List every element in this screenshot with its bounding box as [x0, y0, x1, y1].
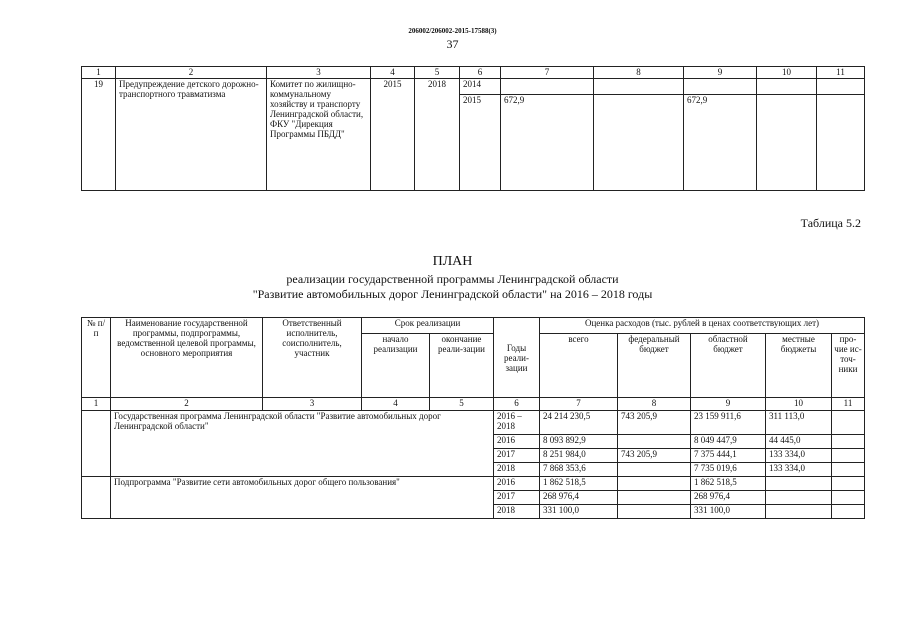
header-total: всего: [540, 334, 618, 398]
col-number: 8: [618, 398, 691, 411]
header-federal: федеральный бюджет: [618, 334, 691, 398]
total: 1 862 518,5: [540, 477, 618, 491]
local: 133 334,0: [766, 449, 832, 463]
federal: [618, 491, 691, 505]
col-number: 10: [757, 67, 817, 79]
measure-name: Предупреждение детского дорожно-транспортного травматизма: [116, 79, 267, 191]
subprogram-name: Подпрограмма "Развитие сети автомобильных дорог общего пользования": [111, 477, 494, 519]
col-number: 6: [460, 67, 501, 79]
header-local: местные бюджеты: [766, 334, 832, 398]
col-number: 7: [501, 67, 594, 79]
federal: [594, 95, 684, 191]
local: 133 334,0: [766, 463, 832, 477]
other: [832, 477, 865, 491]
regional: 23 159 911,6: [691, 411, 766, 435]
executor: Комитет по жилищно-коммунальному хозяйству и транспорту Ленинградской области, ФКУ "Дирекция Программы ПБДД": [267, 79, 371, 191]
header-years: Годы реали-зации: [494, 318, 540, 398]
year: 2014: [460, 79, 501, 95]
year: 2017: [494, 491, 540, 505]
column-number-row: [82, 67, 865, 79]
other: [832, 505, 865, 519]
other: [832, 491, 865, 505]
end-year: 2018: [415, 79, 460, 191]
col-number: 2: [111, 398, 263, 411]
total: 672,9: [501, 95, 594, 191]
col-number: 9: [691, 398, 766, 411]
table-row: [82, 477, 865, 491]
year: 2015: [460, 95, 501, 191]
header-name: Наименование государственной программы, подпрограммы, ведомственной целевой программы, основного мероприятия: [111, 318, 263, 398]
col-number: 5: [415, 67, 460, 79]
plan-subtitle-line: реализации государственной программы Ленинградской области: [286, 272, 619, 286]
federal: 743 205,9: [618, 411, 691, 435]
regional: 8 049 447,9: [691, 435, 766, 449]
year: 2016: [494, 435, 540, 449]
continuation-table: [81, 66, 865, 191]
subprogram-num: [82, 477, 111, 519]
header-executor: Ответственный исполнитель, соисполнитель, участник: [263, 318, 362, 398]
table-row: [82, 411, 865, 435]
header-end: окончание реали-зации: [430, 334, 494, 398]
total: 8 093 892,9: [540, 435, 618, 449]
other: [817, 95, 865, 191]
header-row: [82, 318, 865, 334]
col-number: 7: [540, 398, 618, 411]
col-number: 4: [371, 67, 415, 79]
header-other: про-чие ис-точ-ники: [832, 334, 865, 398]
total: 268 976,4: [540, 491, 618, 505]
local: [766, 505, 832, 519]
regional: 7 735 019,6: [691, 463, 766, 477]
total: 8 251 984,0: [540, 449, 618, 463]
year: 2016: [494, 477, 540, 491]
col-number: 2: [116, 67, 267, 79]
local: 311 113,0: [766, 411, 832, 435]
col-number: 10: [766, 398, 832, 411]
page-number: 37: [446, 37, 459, 51]
year: 2017: [494, 449, 540, 463]
col-number: 1: [82, 398, 111, 411]
total: 7 868 353,6: [540, 463, 618, 477]
regional: 7 375 444,1: [691, 449, 766, 463]
other: [817, 79, 865, 95]
header-period: Срок реализации: [362, 318, 494, 334]
document-id: 206002/206002-2015-17588(3): [408, 27, 497, 35]
header-start: начало реализации: [362, 334, 430, 398]
header-regional: областной бюджет: [691, 334, 766, 398]
local: 44 445,0: [766, 435, 832, 449]
start-year: 2015: [371, 79, 415, 191]
local: [757, 95, 817, 191]
regional: 268 976,4: [691, 491, 766, 505]
program-name: Государственная программа Ленинградской области "Развитие автомобильных дорог Ленинградской области": [111, 411, 494, 477]
regional: [684, 79, 757, 95]
col-number: 3: [263, 398, 362, 411]
table-row: [82, 79, 865, 95]
column-number-row: [82, 398, 865, 411]
year: 2016 – 2018: [494, 411, 540, 435]
col-number: 11: [817, 67, 865, 79]
col-number: 4: [362, 398, 430, 411]
plan-title: ПЛАН: [432, 254, 473, 269]
federal: [594, 79, 684, 95]
federal: [618, 477, 691, 491]
plan-table: [81, 317, 865, 519]
regional: 1 862 518,5: [691, 477, 766, 491]
regional: 331 100,0: [691, 505, 766, 519]
other: [832, 435, 865, 449]
col-number: 5: [430, 398, 494, 411]
federal: 743 205,9: [618, 449, 691, 463]
federal: [618, 435, 691, 449]
total: [501, 79, 594, 95]
col-number: 3: [267, 67, 371, 79]
year: 2018: [494, 463, 540, 477]
col-number: 11: [832, 398, 865, 411]
local: [766, 477, 832, 491]
plan-subtitle: [0, 272, 905, 302]
total: 24 214 230,5: [540, 411, 618, 435]
program-num: [82, 411, 111, 477]
year: 2018: [494, 505, 540, 519]
col-number: 1: [82, 67, 116, 79]
col-number: 6: [494, 398, 540, 411]
col-number: 9: [684, 67, 757, 79]
plan-subtitle-line: "Развитие автомобильных дорог Ленинградской области" на 2016 – 2018 годы: [252, 287, 653, 301]
other: [832, 463, 865, 477]
row-number: 19: [82, 79, 116, 191]
local: [757, 79, 817, 95]
federal: [618, 463, 691, 477]
table-caption: Таблица 5.2: [800, 216, 861, 230]
col-number: 8: [594, 67, 684, 79]
other: [832, 449, 865, 463]
regional: 672,9: [684, 95, 757, 191]
local: [766, 491, 832, 505]
other: [832, 411, 865, 435]
header-num: № п/п: [82, 318, 111, 398]
header-costs: Оценка расходов (тыс. рублей в ценах соответствующих лет): [540, 318, 865, 334]
total: 331 100,0: [540, 505, 618, 519]
federal: [618, 505, 691, 519]
